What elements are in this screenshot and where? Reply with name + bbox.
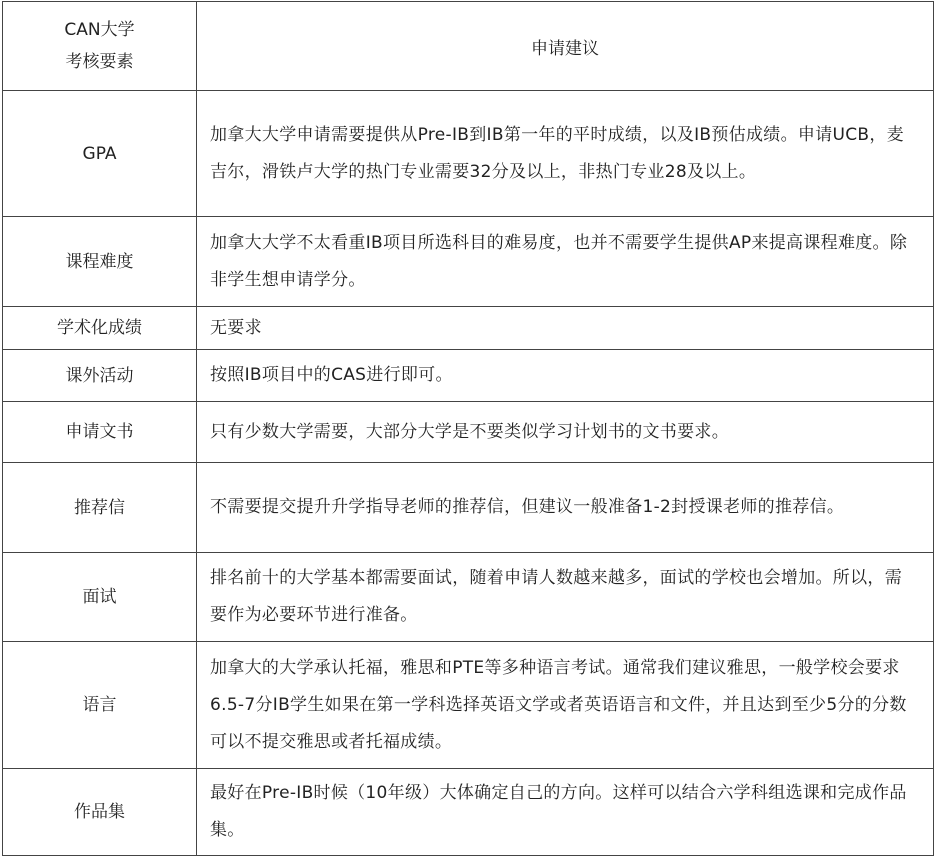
- table-row: [3, 350, 934, 402]
- table-row: [3, 402, 934, 463]
- row-label-interview: 面试: [3, 553, 197, 642]
- header-criteria-line1: CAN大学: [64, 20, 135, 40]
- row-label-academic-scores: 学术化成绩: [3, 307, 197, 350]
- table-header-row: [3, 2, 934, 91]
- table-row: [3, 217, 934, 307]
- row-label-recommendation: 推荐信: [3, 463, 197, 553]
- header-criteria: [3, 2, 197, 91]
- table-row: [3, 553, 934, 642]
- header-advice: 申请建议: [197, 2, 934, 91]
- table-row: [3, 769, 934, 856]
- table-row: [3, 307, 934, 350]
- row-advice-academic-scores: 无要求: [197, 307, 934, 350]
- row-advice-gpa: 加拿大大学申请需要提供从Pre-IB到IB第一年的平时成绩，以及IB预估成绩。申请UCB，麦吉尔，滑铁卢大学的热门专业需要32分及以上，非热门专业28及以上。: [197, 91, 934, 217]
- row-label-gpa: GPA: [3, 91, 197, 217]
- row-label-portfolio: 作品集: [3, 769, 197, 856]
- row-label-extracurricular: 课外活动: [3, 350, 197, 402]
- row-advice-interview: 排名前十的大学基本都需要面试，随着申请人数越来越多，面试的学校也会增加。所以，需要作为必要环节进行准备。: [197, 553, 934, 642]
- row-advice-course-difficulty: 加拿大大学不太看重IB项目所选科目的难易度，也并不需要学生提供AP来提高课程难度。除非学生想申请学分。: [197, 217, 934, 307]
- table-row: [3, 91, 934, 217]
- row-label-course-difficulty: 课程难度: [3, 217, 197, 307]
- row-advice-portfolio: 最好在Pre-IB时候（10年级）大体确定自己的方向。这样可以结合六学科组选课和完成作品集。: [197, 769, 934, 856]
- row-label-language: 语言: [3, 642, 197, 769]
- table-row: [3, 463, 934, 553]
- row-advice-extracurricular: 按照IB项目中的CAS进行即可。: [197, 350, 934, 402]
- requirements-table: [2, 1, 934, 856]
- row-label-essays: 申请文书: [3, 402, 197, 463]
- table-row: [3, 642, 934, 769]
- row-advice-essays: 只有少数大学需要，大部分大学是不要类似学习计划书的文书要求。: [197, 402, 934, 463]
- row-advice-recommendation: 不需要提交提升升学指导老师的推荐信，但建议一般准备1-2封授课老师的推荐信。: [197, 463, 934, 553]
- row-advice-language: 加拿大的大学承认托福，雅思和PTE等多种语言考试。通常我们建议雅思，一般学校会要求6.5-7分IB学生如果在第一学科选择英语文学或者英语语言和文件，并且达到至少5分的分数可以不提交雅思或者托福成绩。: [197, 642, 934, 769]
- header-criteria-line2: 考核要素: [65, 52, 134, 72]
